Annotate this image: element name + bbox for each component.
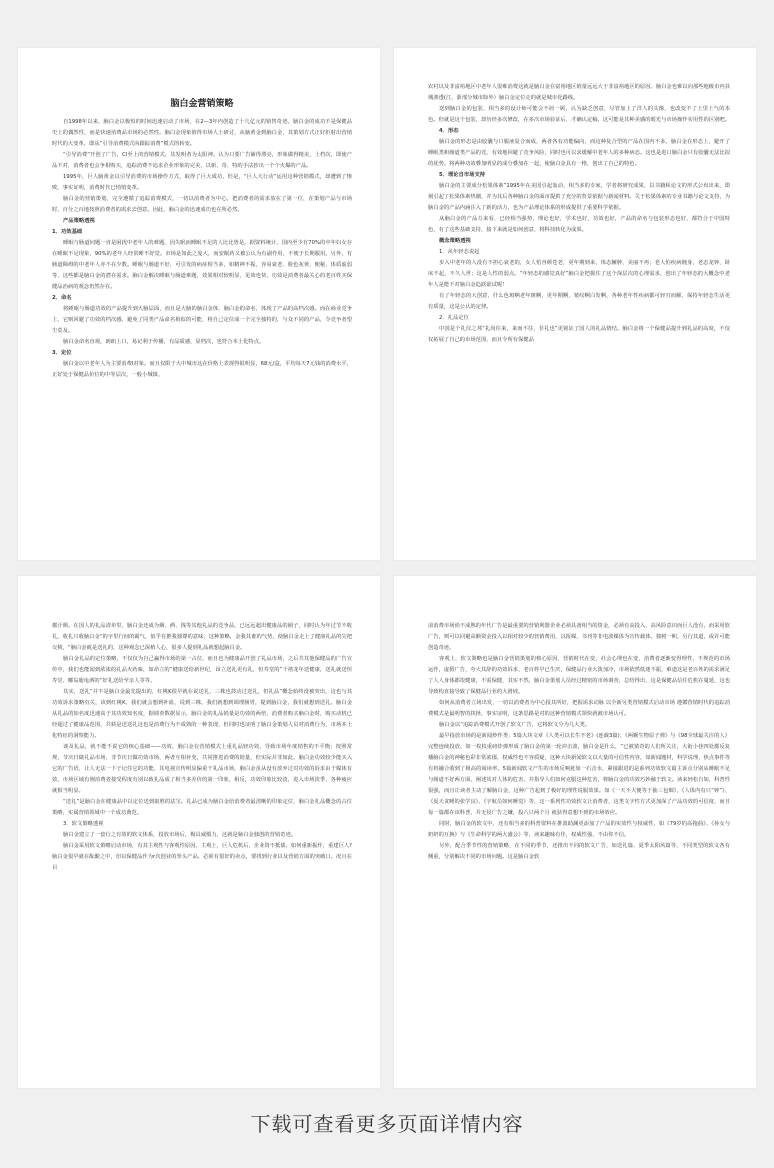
section-heading: 概念策略透视	[439, 238, 471, 244]
paragraph: 客观上，软文策略也是脑白金营销策划的核心原因，营销时代在变，社会心理也在变，消费者逐渐变得理性，不规范的市场运作，虚假广告，夸大其辞的功效诉求，老百姓早已生厌，保健品行业大泼加冷，市场依然低迷不振，难道这是老百姓的需求满足了人人身体都很健康，不需保健，其实不然，脑白金策划人员经过精密的市场调查，总结得出，这是保健品信任危机在蔓延，这也导致构直接导致了保健品行业的大滑坡。	[428, 656, 730, 695]
paragraph: 脑白金建立了一套行之有效的软文体系，投放市场后，极具威慑力，这就是脑白金独创的营销奇迹。	[63, 832, 297, 838]
page-4-body	[428, 621, 730, 863]
subsection-heading: 5．理论自市场支持	[439, 172, 486, 178]
paragraph: 另外，配合季节性的营销策略，在不同的季节，还推出不同的软文广告，如送礼篇、夏季太阳风篇等，不同类型的软文各有侧重，分别解决不同的市场问题。这是脑白金软	[428, 843, 730, 860]
paragraph: 睡眠与肠道问题一直是困扰中老年人的难题，因失眠而睡眠不足的人比比皆是。据资料统计，国内至少有70%的中年妇女存在睡眠不足现象，90%的老年人经常睡不好觉。市场是如此之庞大，而安眠药又被公认为有副作用，不便于长期服用。另外，有肠道障碍的中老年人亦不在少数。睡眠与肠道不好，可引发的病症相当多，如精神不振，容易衰老、脸色灰黄、便秘、体质虚弱等，这些都是脑白金的潜在需求。脑白金解决睡眠与肠道难题，效果相对较明显，见效也快，功效是消费者最关心的老百姓买保健品治病的观念仍然存在。	[52, 240, 352, 290]
page-3-body	[52, 621, 352, 874]
paragraph: 脑白金命名直观，朗朗上口，易记利于传播，有品质感，显档次，也符合本土化特点。	[63, 339, 265, 345]
paragraph: “送礼”是脑白金在健康品中以定位送到取胜的法宝。礼品已成为脑白金给消费者最清晰的印象定位，脑白金礼品概念的占位策略，实属营销领域中一个成功典范。	[52, 799, 352, 816]
section-heading: 产品策略透视	[63, 218, 95, 224]
paragraph: 如何从消费者立场出发，一切以消费者为中心投其所好，把握需求动脉 以全新另类营销模式启动市场 遵循营销时代的追踪消费模式是最明智的抉择，事实证明，这条思路是对的这种营销模式领快就被市场认可。	[428, 700, 730, 717]
paragraph: 农村以及非富裕地区中老年人很难消费这就是脑白金在富裕地区销量远远大于非富裕地区的原因。脑白金也难以向那些地级市内县城渗透(江、浙部分城市除外）脑白金定位走的就是城市化路线。	[428, 84, 730, 101]
paragraph: 步入中老年的人没有不担心衰老的，女人怕容颜苍老，更年期到来，体态臃肿，美丽不再；老人怕疾病缠身，老态龙钟，卧床不起，不久人世；这是人性的弱点。“年轻态的感觉真好”脑白金把握住了这个深层次的心理需求，创出了年轻态的大概念中老年人是能不对脑白金趋跃欲试呢！	[428, 260, 730, 288]
paragraph: 将睡眠与肠道功效的产品提升到大脑层面，而且是大脑的脑白金体，脑白金的命名，体现了产品的高档次感。而在商业竞争上，它则回避了功效的档次感，避免了同类产品命名相似的可能，将自己定位成一个完全独特的，与众不同的产品，令竞争者望尘莫及。	[52, 306, 352, 334]
page-title: 脑白金营销策略	[170, 99, 234, 109]
subsection-heading: 1．功效基础	[52, 229, 83, 235]
paragraph: “引导消费”开创了广告，CI至上的营销模式，其发明者为太阳神。认为只要广告铺得漂亮，形象做得精美，上档次，即使产品不对，消费者也会争相购买，追踪消费不追求企业形象的完美，以新、奇、特的手法抄出一个个火爆的产品。	[52, 152, 352, 169]
paragraph: 1995年，巨人脑黄金以引导消费的市场操作方式，取得了巨大成功，但是，“巨人大行动”运用这种营销模式，却遭到了惨败，事实证明，消费时代已悄悄变革。	[52, 174, 352, 191]
paragraph: 同时，脑白金的软文中，还有相当多的科普资料在推波助澜更添加了产品的实效性与权威性，如《79岁的高拖曲》、《孙女与奶奶的互换》与《生命科学的两大盛会》等，读来趣味有佳，权威性强，不由你不信。	[428, 821, 730, 838]
page-2-body	[428, 82, 730, 346]
paragraph: 脑白金以中老年人为主要消费Ⅰ对象。而且仅限于大中城市这在价格上表现得很明显，68元/盒，平均每天7元钱的消费水平，正好处于保健品价位的中等层次，一般小城镇、	[52, 361, 352, 378]
paragraph: 都汗颜。在国人的礼品清单里，脑白金还成为烟、酒、钱等其他礼品的竞争品，已远远超出健康品的圈子，同时认为年过节不收礼，收礼只收脑白金“的字里行间的霸气，似乎有推我独尊的意味，这种策略，金我其谁的气势，使脑白金走上了健康礼品的尖把交椅，“脑白金就是送礼的，这种观念已深植人心，很多人提到礼品就想起脑白金。	[52, 623, 352, 651]
paragraph: 脑白金以“追踪消费模式开创了软文广告，它将软文分为几大类。	[439, 722, 591, 728]
document-page-1	[18, 48, 380, 560]
subsection-heading: 3．软文策略透视	[63, 821, 104, 827]
document-page-2	[394, 48, 756, 560]
paragraph: 有了年轻态的大创意，什么色斑啊老年斑啊，更年期啊，皱纹啊白发啊，各种老年性疾病都可轻刃而解，保持年轻态生活更有质量，这是公认的定律。	[428, 293, 730, 310]
paragraph: 自1998年以来，脑白金以极短的时间迅速启动了市场，在2—3年内创造了十几亿元的销售奇迹。脑白金的成功不是保健品史上的偶然性，而是快速消费品市场的必然性。脑白金现象值得市场人士研讨，从脑黄金到脑白金，其策划方式正好折射出营销时代的大变革，即从“引导消费模式向跟踪消费”模式的转变。	[52, 119, 352, 147]
paragraph: 从脑白金的产品力来看，已经相当强势，理论也好，学术也好，功效也好，产品的命名与包装形态也好，都符合于中国特色，有了这些基础支持，接下来就是如何创意，将科技转化为成果。	[428, 216, 730, 233]
subsection-heading: 2．命名	[52, 295, 72, 301]
document-page-4	[394, 576, 756, 1088]
download-more-link[interactable]: 下载可查看更多页面详情内容	[250, 1112, 524, 1136]
paragraph: 脑白金的形态是由胶囊与口服液复合而成，两者各有功能偏向，而这种复合型的产品在国内不多。脑白金在形态上，避开了睡眠类和肠道类产品的竞，有效地回避了竞争风险，同时也可以求缓解中老年人的多种病态。这也是进口脑白金只有胶囊无法比拟的优势。将两种功效叠加明显的成分叠加在一起，使脑白金具有一格，创出了自己的特色。	[428, 139, 730, 167]
subsection-heading: 4．形态	[439, 128, 459, 134]
paragraph: 谈及礼品，就不能不说它的核心基础——功效，脑白金在营销模式上重礼品轻功效，导致市场年度销售的不平衡；按照常规，节庆日做礼品市场，非节庆日做功效市场，两者互相补充，共同推进消费的销量，但实际并非如此，脑白金功效较少能买入它的广告语，让人无法一下子记住它的功能，其电视宣传明显偏重干礼品市场，脑白金虽从没有放弃过对功效的诉求由于媒体有效，市场区域有刚消费者接受程度有别以致礼品成了相当多差价的第一印象，相反，功效印象比较淡，进入市场淡季，各种疲应就相当明显。	[52, 744, 352, 794]
paragraph: 脑白金的营销策划，完全遵循了追踪消费模式，一切以消费者为中心，把消费者的需求放在了第一位，在策划产品与市场时，百分之百地按照消费者的需求去创意。因此，脑白金的迅速成功也在所必然。	[52, 196, 352, 213]
paragraph: 最早投放市场的是新闻炒作类：5篇大块文章《人类可以长生不老》(连载3篇)、《两颗生物原子弹》与《98全球最关注的人》完整连续投放，如一枚枚重磅炸弹形成了脑白金的第一轮冲击波，脑白金是什么，“已被猜奇的人们所关注，大街小巷四处都反复播脑白金的神秘色彩非常浓郁，权威性也不容质疑，这种大块新闻软文以大量的可信性内容，如新闻题材，科学说理，焦点事件等有机融合收到了极高的阅读率。5篇新闻软文产生的市场反响犹如一石击水，紧接跟进的是系列功效软文篇主诉点分别从睡眠不足与肠道不好两方面，阐述其对人体的危害，并指导人们如何克服这种危害，将脑白金的功效巧妙融于软文。读来轻松自如，科普性很强，而且让读者主动了解脑白金，这种广告起到了极好的理性说服效果。如《一天不大便等于抽三包烟》、《人体内有只“钟”》、《夏天贪睡的张学良》、《宇航员如何睡觉》等，这一系列性功效软文让消费者，这类文字性方式更加深了产品功效的可信度，而且每一篇都在该科普，并无侵广告之嫌，投八只两个月 就获得意想不到的市场效应。	[428, 733, 730, 816]
paragraph: 脑白金的主要成分松果体素”1995年在美国引起轰动，相当多的专家，学者将研究成果，以书籍和论文的形式公布出来，即刻引起了松果体素热潮，并为其后各种脑白金的面市提供了充分的背景依据与新闻材料。关于松果体素的专业书籍与论文支持，为脑白金的产品内涵注入了新的活力，也为产品理论体系的形成提供了重要科学依据。	[428, 183, 730, 211]
paragraph: 脑白金礼品的定位策略，不仅仅为自己赢得市场的第一占位，而且也为健康品开创了礼品市场，之后共其他保健品的广告宣传中，我们也能闻到浓浓的礼品火药味，如昂立的“健康送给新世纪，昂立送礼更有礼，恒寿堂的”千禧龙年送健康，送礼就送恒寿堂、椰岛鹿龟酒的“好礼送给至亲人等等。	[52, 656, 352, 684]
subsection-heading: 3．定位	[52, 350, 72, 356]
page-1-body	[52, 117, 352, 381]
paragraph: 中国是个礼仪之邦“礼尚往来，来而不往，非礼也”更铭证了国人的礼品情结。脑白金将一个保健品提升到礼品的高度，不仅仅拓展了自己的市场范围，而且令所有保健品	[428, 326, 730, 343]
paragraph: 其实，送礼“并不是脑白金最先提出的，红桃K很早就在说送礼，三株也鼓动过送礼，但礼品”概念始终没被突出，这也与其功效诉求策略有关，该到红桃K，我们就会想到补血，说到三株，我们就想到调理肠胃，提到脑白金，我们就想到送礼。脑白金从礼品的知名度迅速高于其功效知名度，据调查数据显示，脑白金的礼品销量是功效的两倍，消费者购买脑白金时，购买动机已经超过了健康品范围，共转是送送礼这也是消费行为不成熟的一种表现，但同时也证明了脑白金策划人员对消费行为，市场本土化特征的洞察能力。	[52, 689, 352, 739]
paragraph: 送到脑白金的包装、相当多的设计师可能会不屑一顾，认为缺乏创意，尽管加上了洋人的头像，也改变不了土里土气的本色。但就是这个包装，却历经多次修改，在多次市场验证后，才确认定稿，这可能是其种美感的眼光与市场操作实用性的区别吧。	[428, 106, 730, 123]
document-page-3	[18, 576, 380, 1088]
subsection-heading: 1．从年轻态说起	[439, 249, 480, 255]
paragraph: 前消费市场尚不成熟的年代广告是最重要的营销利器企业必须具备相当的资金，必须有高投入，高风险意识而巨人没有，而采用软广告，则可以回避高额资金投入以相对较少的营销费用，以报媒，书刊等非电波媒体为宣传载体，独树一帜，另行其道，或许可能创造奇迹。	[428, 623, 730, 651]
paragraph: 脑白金采用软文策略启动市场，有其主观性与客观性原因。主观上，巨人危机后，企业资不抵债，如何重新振作，重建巨人?脑白金很早就在酝酿之中，但以保健品作为r次创业的拳头产品，必须有很好的卖点，要找到行业以及营销方面的突破口。况且在目	[52, 843, 352, 871]
subsection-heading: 2．礼品定位	[439, 315, 469, 321]
